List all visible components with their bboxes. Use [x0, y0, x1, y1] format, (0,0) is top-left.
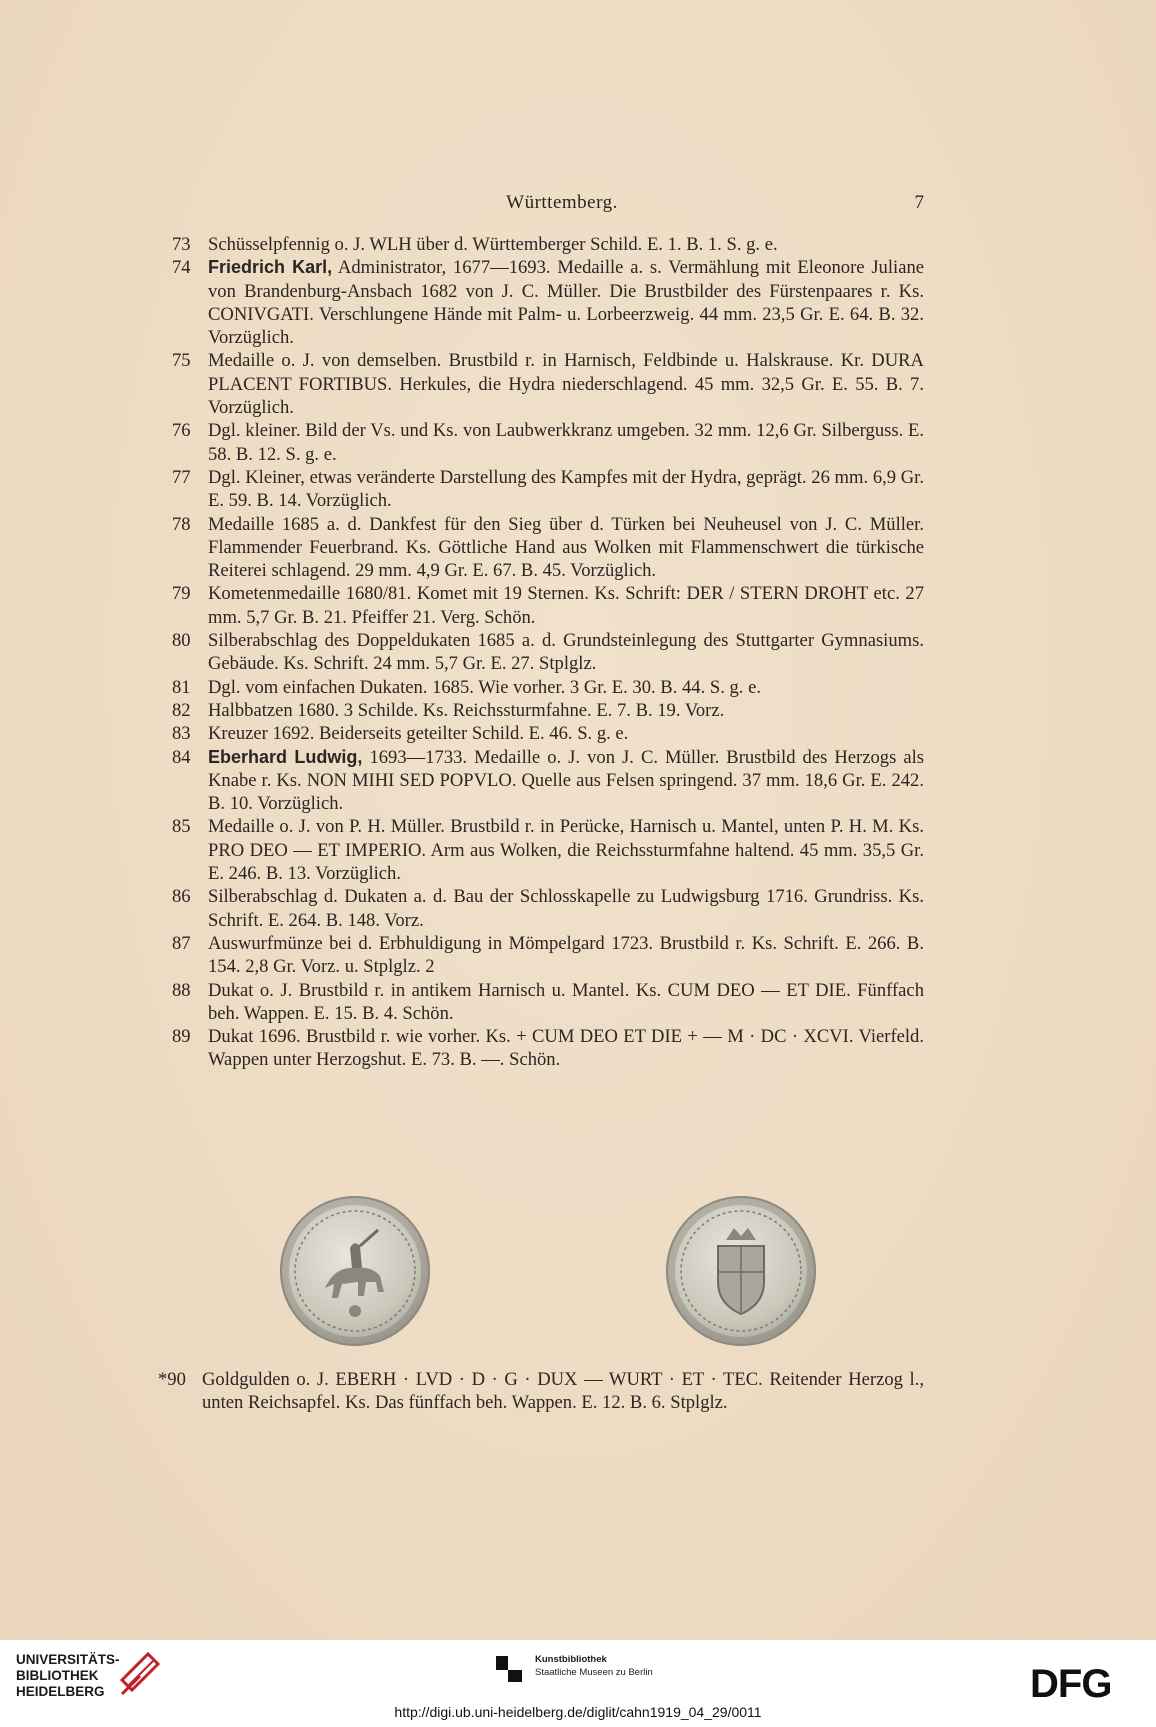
entry-number: 74	[172, 257, 191, 279]
museum-logo-icon	[490, 1652, 528, 1690]
entry-text	[208, 885, 924, 932]
entry-description: Halbbatzen 1680. 3 Schilde. Ks. Reichssturmfahne. E. 7. B. 19. Vorz.	[208, 699, 725, 721]
catalogue-entry	[172, 466, 924, 513]
entry-text	[208, 256, 924, 349]
entry-description: Silberabschlag d. Dukaten a. d. Bau der Schlosskapelle zu Ludwigsburg 1716. Grundriss. Ks. Schrift. E. 264. B. 148. Vorz.	[208, 886, 924, 931]
entry-description: Dgl. Kleiner, etwas veränderte Darstellung des Kampfes mit der Hydra, geprägt. 26 mm. 6,9 Gr. E. 59. B. 14. Vorzüglich.	[208, 466, 924, 512]
coin-reverse-image	[666, 1196, 816, 1346]
running-title: Württemberg.	[506, 192, 618, 213]
coin-obverse-image	[280, 1196, 430, 1346]
entry-text	[208, 466, 924, 513]
catalogue-entry	[172, 513, 924, 583]
entry-description: Schüsselpfennig o. J. WLH über d. Württemberger Schild. E. 1. B. 1. S. g. e.	[208, 234, 778, 255]
entry-description: Dukat 1696. Brustbild r. wie vorher. Ks. + CUM DEO ET DIE + — M · DC · XCVI. Vierfeld. Wappen unter Herzogshut. E. 73. B. —. Schön.	[208, 1026, 924, 1071]
entry-number: 82	[172, 699, 191, 721]
entry-text	[208, 582, 924, 629]
entry-text	[208, 979, 924, 1026]
ruler-name: Friedrich Karl,	[208, 257, 333, 278]
entry-description: Medaille o. J. von demselben. Brustbild r. in Harnisch, Feldbinde u. Halskrause. Kr. DURA PLACENT FORTIBUS. Herkules, die Hydra niederschlagend. 45 mm. 32,5 Gr. E. 55. B. 7. Vorzüglich.	[208, 350, 924, 419]
entry-description: Dgl. vom einfachen Dukaten. 1685. Wie vorher. 3 Gr. E. 30. B. 44. S. g. e.	[208, 676, 762, 698]
entry-text	[208, 676, 924, 699]
entry-number: 88	[172, 979, 191, 1001]
entry-text	[208, 699, 924, 722]
entry-number: 86	[172, 886, 191, 908]
catalogue-entry	[172, 582, 924, 629]
coin-illustration	[280, 1196, 820, 1348]
entry-number: 78	[172, 513, 191, 535]
coat-of-arms-icon	[666, 1196, 816, 1346]
catalogue-entry	[172, 256, 924, 349]
entry-number: 89	[172, 1026, 191, 1048]
entry-number: 87	[172, 932, 191, 954]
entry-text	[208, 419, 924, 466]
catalogue-entry	[172, 1025, 924, 1072]
source-url-link[interactable]: http://digi.ub.uni-heidelberg.de/diglit/cahn1919_04_29/0011	[394, 1704, 762, 1720]
entry-description: Silberabschlag des Doppeldukaten 1685 a. d. Grundsteinlegung des Stuttgarter Gymnasiums. Gebäude. Ks. Schrift. 24 mm. 5,7 Gr. E. 27. Stplglz.	[208, 630, 924, 675]
catalogue-entry	[172, 746, 924, 816]
dfg-logo[interactable]: DFG	[1030, 1662, 1112, 1706]
horseman-motif-icon	[280, 1196, 430, 1346]
catalogue-entry	[172, 233, 924, 256]
catalogue-entry	[172, 885, 924, 932]
university-library-logo[interactable]: UNIVERSITÄTS- BIBLIOTHEK HEIDELBERG	[16, 1652, 120, 1699]
entry-number: 75	[172, 350, 191, 372]
entry-number: 73	[172, 234, 191, 255]
ub-logo-icon	[118, 1650, 162, 1700]
entry-description: Kometenmedaille 1680/81. Komet mit 19 Sternen. Ks. Schrift: DER / STERN DROHT etc. 27 mm. 5,7 Gr. B. 21. Pfeiffer 21. Verg. Schön.	[208, 583, 924, 628]
entry-text	[208, 746, 924, 816]
entry-number: 85	[172, 816, 191, 838]
entry-number: 84	[172, 746, 191, 768]
entry-description: Dgl. kleiner. Bild der Vs. und Ks. von Laubwerkkranz umgeben. 32 mm. 12,6 Gr. Silberguss. E. 58. B. 12. S. g. e.	[208, 420, 924, 465]
catalogue-entry	[172, 815, 924, 885]
catalogue-entry	[172, 722, 924, 745]
catalogue-entry	[172, 419, 924, 466]
catalogue-entries	[172, 233, 924, 1072]
entry-text	[208, 1025, 924, 1072]
catalogue-entry	[172, 932, 924, 979]
catalogue-entry	[172, 629, 924, 676]
entry-description: Dukat o. J. Brustbild r. in antikem Harnisch u. Mantel. Ks. CUM DEO — ET DIE. Fünffach beh. Wappen. E. 15. B. 4. Schön.	[208, 979, 924, 1024]
entry-text	[208, 513, 924, 583]
entry-description: Medaille 1685 a. d. Dankfest für den Sieg über d. Türken bei Neuheusel von J. C. Müller. Flammender Feuerbrand. Ks. Göttliche Hand aus Wolken mit Flammenschwert die türkische Reiterei schlagend. 29 mm. 4,9 Gr. E. 67. B. 45. Vorzüglich.	[208, 513, 924, 582]
entry-text	[208, 722, 924, 745]
entry-number: 79	[172, 583, 191, 605]
entry-number: 81	[172, 676, 191, 698]
entry-description: Medaille o. J. von P. H. Müller. Brustbild r. in Perücke, Harnisch u. Mantel, unten P. H. M. Ks. PRO DEO — ET IMPERIO. Arm aus Wolken, die Reichssturmfahne haltend. 45 mm. 35,5 Gr. E. 246. B. 13. Vorzüglich.	[208, 816, 924, 885]
ruler-name: Eberhard Ludwig,	[208, 746, 363, 767]
catalogue-entry	[172, 676, 924, 699]
entry-description: Auswurfmünze bei d. Erbhuldigung in Mömpelgard 1723. Brustbild r. Ks. Schrift. E. 266. B. 154. 2,8 Gr. Vorz. u. Stplglz. 2	[208, 932, 924, 978]
entry-description: Goldgulden o. J. EBERH · LVD · D · G · DUX — WURT · ET · TEC. Reitender Herzog l., unten Reichsapfel. Ks. Das fünffach beh. Wappen. E. 12. B. 6. Stplglz.	[202, 1369, 924, 1414]
catalogue-entry	[172, 979, 924, 1026]
catalogue-entry	[172, 349, 924, 419]
entry-number: *90	[158, 1369, 186, 1390]
catalogue-entries-lower	[158, 1368, 924, 1415]
entry-text	[208, 349, 924, 419]
entry-description: Kreuzer 1692. Beiderseits geteilter Schild. E. 46. S. g. e.	[208, 723, 629, 745]
catalogue-entry	[172, 699, 924, 722]
footer-bar	[0, 1640, 1156, 1727]
entry-text	[208, 233, 924, 256]
entry-number: 76	[172, 420, 191, 442]
entry-number: 77	[172, 466, 191, 488]
entry-description: 1693—1733. Medaille o. J. von J. C. Müller. Brustbild des Herzogs als Knabe r. Ks. NON MIHI SED POPVLO. Quelle aus Felsen springend. 37 mm. 18,6 Gr. E. 242. B. 10. Vorzüglich.	[208, 746, 925, 815]
entry-number: 80	[172, 630, 191, 652]
catalogue-entry	[158, 1368, 924, 1415]
entry-number: 83	[172, 723, 191, 745]
entry-text	[208, 932, 924, 979]
page-number: 7	[914, 192, 924, 213]
entry-text	[208, 629, 924, 676]
entry-description: Administrator, 1677—1693. Medaille a. s. Vermählung mit Eleonore Juliane von Brandenburg-Ansbach 1682 von J. C. Müller. Die Brustbilder des Fürstenpaares r. Ks. CONIVGATI. Verschlungene Hände mit Palm- u. Lorbeerzweig. 44 mm. 23,5 Gr. E. 64. B. 32. Vorzüglich.	[208, 257, 924, 349]
kunstbibliothek-label[interactable]: Kunstbibliothek Staatliche Museen zu Berlin	[535, 1654, 653, 1678]
entry-text	[208, 815, 924, 885]
